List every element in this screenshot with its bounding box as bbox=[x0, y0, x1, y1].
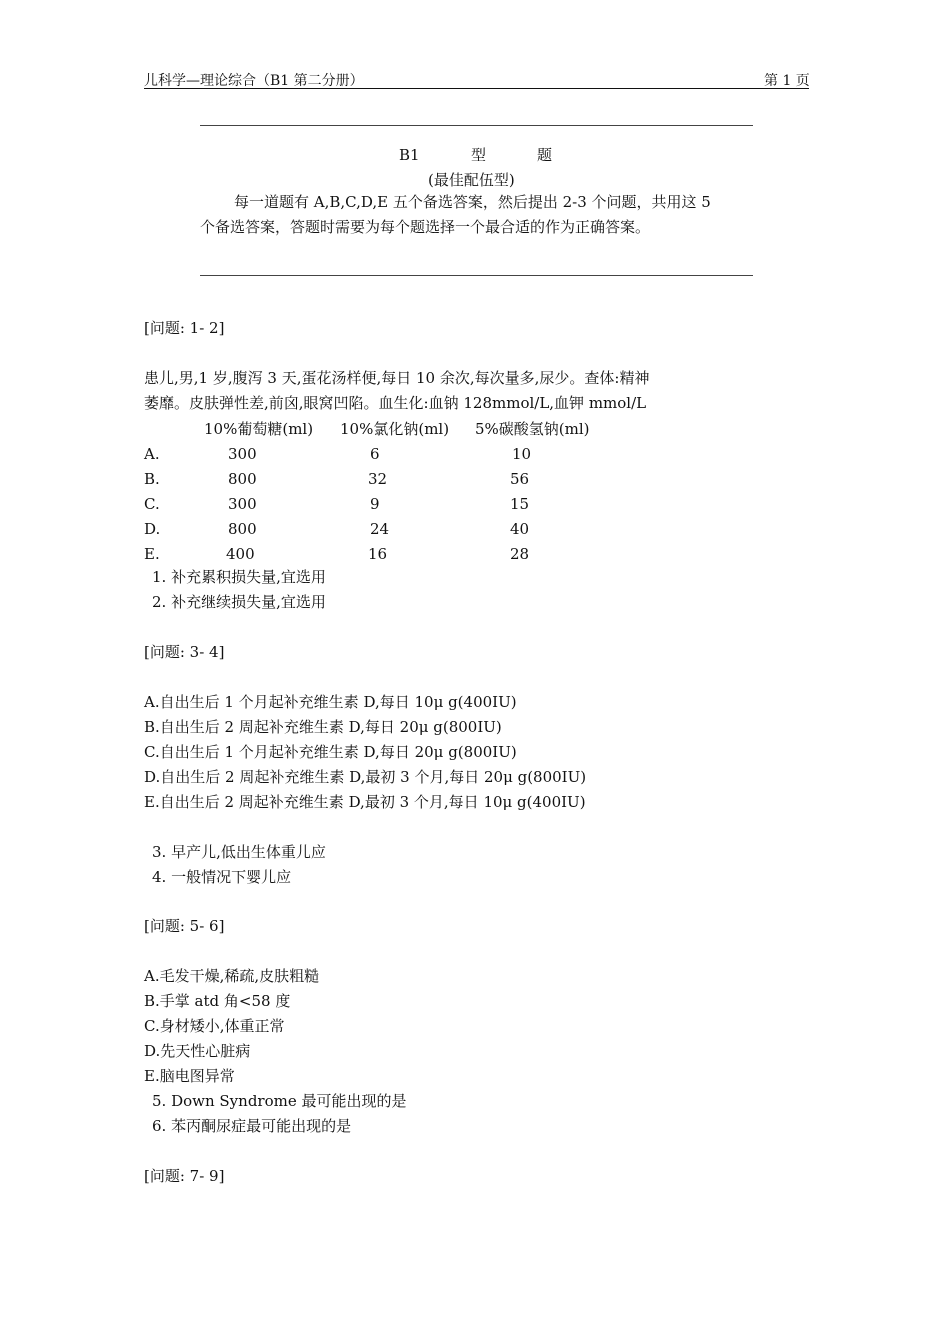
table-cell: 400 bbox=[226, 545, 255, 563]
question-item: 5. Down Syndrome 最可能出现的是 bbox=[152, 1092, 407, 1110]
table-cell: 800 bbox=[228, 520, 257, 538]
option-item: E.自出生后 2 周起补充维生素 D,最初 3 个月,每日 10μ g(400IU) bbox=[144, 793, 586, 811]
table-header-nahco3: 5%碳酸氢钠(ml) bbox=[475, 420, 590, 438]
option-letter: A. bbox=[144, 445, 160, 463]
option-letter: D. bbox=[144, 520, 161, 538]
option-item: C.身材矮小,体重正常 bbox=[144, 1017, 285, 1035]
section-type-b1: B1 bbox=[399, 146, 420, 164]
section-bottom-rule bbox=[200, 275, 753, 276]
table-cell: 28 bbox=[510, 545, 530, 563]
option-letter: E. bbox=[144, 545, 160, 563]
option-item: C.自出生后 1 个月起补充维生素 D,每日 20μ g(800IU) bbox=[144, 743, 517, 761]
table-cell: 300 bbox=[228, 495, 257, 513]
table-cell: 56 bbox=[510, 470, 530, 488]
table-cell: 800 bbox=[228, 470, 257, 488]
question-group-label: [问题: 3- 4] bbox=[144, 643, 225, 661]
running-header-title: 儿科学—理论综合（B1 第二分册） bbox=[144, 73, 364, 89]
question-item: 3. 早产儿,低出生体重儿应 bbox=[152, 843, 326, 861]
question-item: 2. 补充继续损失量,宜选用 bbox=[152, 593, 326, 611]
question-stem-line: 患儿,男,1 岁,腹泻 3 天,蛋花汤样便,每日 10 余次,每次量多,尿少。查体:精神 bbox=[144, 369, 650, 387]
option-item: B.自出生后 2 周起补充维生素 D,每日 20μ g(800IU) bbox=[144, 718, 502, 736]
section-subtitle: (最佳配伍型) bbox=[428, 171, 515, 189]
option-item: A.自出生后 1 个月起补充维生素 D,每日 10μ g(400IU) bbox=[144, 693, 517, 711]
option-item: E.脑电图异常 bbox=[144, 1067, 235, 1085]
table-cell: 300 bbox=[228, 445, 257, 463]
table-cell: 9 bbox=[370, 495, 380, 513]
option-item: D.自出生后 2 周起补充维生素 D,最初 3 个月,每日 20μ g(800IU) bbox=[144, 768, 587, 786]
table-cell: 6 bbox=[370, 445, 380, 463]
option-item: B.手掌 atd 角<58 度 bbox=[144, 992, 291, 1010]
table-header-nacl: 10%氯化钠(ml) bbox=[340, 420, 450, 438]
table-cell: 10 bbox=[512, 445, 532, 463]
table-cell: 32 bbox=[368, 470, 388, 488]
table-cell: 15 bbox=[510, 495, 530, 513]
question-group-label: [问题: 1- 2] bbox=[144, 319, 225, 337]
question-item: 4. 一般情况下婴儿应 bbox=[152, 868, 292, 886]
question-group-label: [问题: 5- 6] bbox=[144, 917, 225, 935]
option-item: D.先天性心脏病 bbox=[144, 1042, 251, 1060]
table-header-glucose: 10%葡萄糖(ml) bbox=[204, 420, 314, 438]
page-number: 第 1 页 bbox=[764, 73, 810, 89]
option-letter: B. bbox=[144, 470, 160, 488]
question-group-label: [问题: 7- 9] bbox=[144, 1167, 225, 1185]
section-type-ti: 题 bbox=[537, 146, 553, 164]
table-cell: 16 bbox=[368, 545, 388, 563]
option-letter: C. bbox=[144, 495, 160, 513]
question-stem-line: 萎靡。皮肤弹性差,前囟,眼窝凹陷。血生化:血钠 128mmol/L,血钾 mmol/L bbox=[144, 394, 647, 412]
question-item: 6. 苯丙酮尿症最可能出现的是 bbox=[152, 1117, 352, 1135]
option-item: A.毛发干燥,稀疏,皮肤粗糙 bbox=[144, 967, 320, 985]
table-cell: 40 bbox=[510, 520, 530, 538]
question-item: 1. 补充累积损失量,宜选用 bbox=[152, 568, 326, 586]
table-cell: 24 bbox=[370, 520, 390, 538]
header-rule bbox=[144, 88, 809, 89]
section-top-rule bbox=[200, 125, 753, 126]
section-intro: 每一道题有 A,B,C,D,E 五个备选答案，然后提出 2-3 个问题，共用这 5 个备选答案，答题时需要为每个题选择一个最合适的作为正确答案。 bbox=[200, 193, 711, 236]
section-type-xing: 型 bbox=[471, 146, 487, 164]
